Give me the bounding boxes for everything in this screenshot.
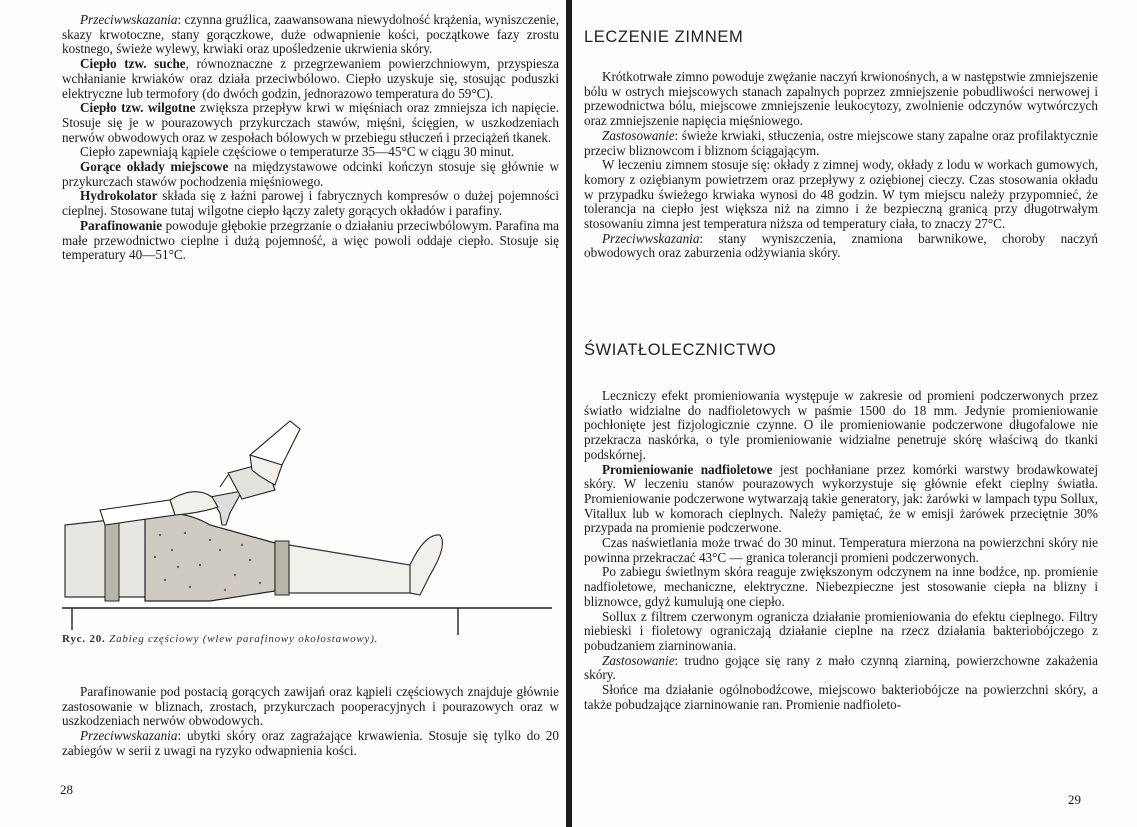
paragraph (62, 13, 559, 57)
paragraph (584, 610, 1098, 654)
paragraph (62, 729, 559, 758)
paragraph-label: Zastosowanie (602, 127, 675, 143)
paragraph-text: na międzystawowe odcinki kończyn stosuje się głównie w przykurczach stawów pochodzenia mięśniowego. (62, 159, 559, 189)
paragraph-label: Ciepło tzw. wilgotne (80, 100, 196, 116)
paragraph-text: : trudno gojące się rany z mało czynną ziarniną, powierzchowne zakażenia skóry. (584, 652, 1098, 683)
paragraph-label: Zastosowanie (602, 652, 675, 668)
paragraph-label: Przeciwwskazania (80, 12, 178, 27)
page-number-left: 28 (60, 782, 73, 797)
heading-leczenie-zimnem: LECZENIE ZIMNEM (584, 28, 744, 46)
paragraph (62, 145, 559, 160)
paragraph (62, 160, 559, 189)
paragraph-label: Przeciwwskazania (602, 230, 700, 246)
paragraph-text: Leczniczy efekt promieniowania występuje w zakresie od promieni podczerwonych przez światło widzialne do nadfioletowych w paśmie 1500 do 18 mm. Jedynie promieniowanie pochłonięte jest fizjologicznie czynne. O ile promieniowanie podczerwone długofalowe nie przekracza naskórka, o tyle promieniowanie widzialne penetruje skórę właściwą do tkanki podskórnej. (584, 388, 1098, 462)
paragraph-text: Parafinowanie pod postacią gorących zawijań oraz kąpieli częściowych znajduje głównie zastosowanie w bliznach, zrostach, przykurczach pooperacyjnych i pourazowych oraz w uszkodzeniach nerwów obwodowych. (62, 684, 559, 729)
paragraph (584, 463, 1098, 537)
paragraph-text: W leczeniu zimnem stosuje się: okłady z zimnej wody, okłady z lodu w workach gumowych, komory z oziębianym powietrzem oraz przepływy z oziębionej cieczy. Czas stosowania okładu w przypadku świeżego krwiaka wynosi do 48 godzin. W tym miejscu należy przypomnieć, że tolerancja na ciepło jest większa niż na zimno i że bezpieczną granicą przy długotrwałym stosowaniu zimna jest temperatura niższa od temperatury ciała, to znaczy 27°C. (584, 157, 1098, 232)
paragraph (62, 219, 559, 263)
paragraph-label: Parafinowanie (80, 217, 163, 233)
right-section-cold (584, 70, 1098, 261)
paragraph-text: Ciepło zapewniają kąpiele częściowe o temperaturze 35—45°C w ciągu 30 minut. (80, 144, 515, 160)
paragraph-text: Słońce ma działanie ogólnobodźcowe, miejscowo bakteriobójcze na powierzchni skóry, a także pobudzające ziarninowanie ran. Promienie nadfioleto- (584, 682, 1098, 712)
foot (410, 535, 442, 595)
paragraph (584, 232, 1098, 261)
paragraph (62, 101, 559, 145)
knee-paraffin-illustration (60, 415, 560, 635)
paragraph (584, 654, 1098, 683)
caption-number: Ryc. 20. (62, 633, 106, 645)
paragraph-label: Przeciwwskazania (80, 728, 178, 744)
paragraph-label: Ciepło tzw. suche (80, 56, 186, 72)
paragraph-text: , równoznaczne z przegrzewaniem powierzchniowym, przyspiesza wchłanianie krwiaków oraz działa przeciwbólowo. Ciepło uzyskuje się, stosując poduszki elektryczne lub termofory (do dwóch godzin, jednorazowo temperatura do 59°C). (62, 56, 559, 101)
paragraph (584, 565, 1098, 609)
paragraph-text: Po zabiegu świetlnym skóra reaguje zwiększonym odczynem na inne bodźce, np. promienie nadfioletowe, mechaniczne, elektryczne. Niebezpieczne jest stosowanie ciepła na blizny i bliznowce, gdyż kumulują one ciepło. (584, 564, 1098, 609)
paraffin-wrap (145, 513, 275, 601)
figure-caption (62, 633, 378, 645)
left-text-bottom (62, 685, 559, 759)
paragraph (584, 158, 1098, 232)
right-section-light (584, 389, 1098, 712)
page-number-right: 29 (1068, 792, 1081, 807)
pot-spout (220, 475, 228, 487)
paragraph (584, 683, 1098, 712)
strap-left (105, 523, 119, 601)
paragraph-text: zwiększa przepływ krwi w mięśniach oraz zmniejsza ich napięcie. Stosuje się je w pourazowych przykurczach stawów, mięśni, ścięgien, w uszkodzeniach nerwów obwodowych oraz w zespołach bólowych w przebiegu stłuczeń i przeciążeń tkanek. (62, 100, 559, 145)
paragraph-text: : czynna gruźlica, zaawansowana niewydolność krążenia, wyniszczenie, skazy krwotoczne, stany gorączkowe, duże odwapnienie kości, początkowe fazy zrostu kostnego, świeże wylewy, krwiaki oraz upośledzenie ukrwienia skóry. (62, 12, 559, 57)
paragraph (62, 189, 559, 218)
heading-swiatlolecznictwo: ŚWIATŁOLECZNICTWO (584, 341, 777, 359)
strap-right (275, 541, 289, 595)
paragraph-text: : stany wyniszczenia, znamiona barwnikowe, choroby naczyń obwodowych oraz zaburzenia odżywiania skóry. (584, 230, 1098, 261)
hand-left (170, 492, 218, 515)
leg-shin (289, 545, 412, 593)
paragraph-label: Gorące okłady miejscowe (80, 159, 229, 175)
paragraph-text: : ubytki skóry oraz zagrażające krwawienia. Stosuje się tylko do 20 zabiegów w serii z uwagi na ryzyko odwapnienia kości. (62, 728, 559, 758)
paragraph (584, 389, 1098, 463)
paragraph-text: powoduje głębokie przegrzanie o działaniu przeciwbólowym. Parafina ma małe przewodnictwo cieplne i dużą pojemność, a więc powoli oddaje ciepło. Stosuje się temperatury 40—51°C. (62, 217, 559, 263)
paragraph-text: Czas naświetlania może trwać do 30 minut. Temperatura mierzona na powierzchni skóry nie powinna przekraczać 43°C — granica tolerancji promieni podczerwonych. (584, 535, 1098, 565)
paragraph-text: Sollux z filtrem czerwonym ogranicza działanie promieniowania do efektu cieplnego. Filtry niebieski i fioletowy ograniczają działanie cieplne na rzecz działania bakteriobójczego z pobudzaniem ziarninowania. (584, 608, 1098, 653)
paragraph (584, 70, 1098, 129)
paragraph (62, 57, 559, 101)
paragraph (584, 129, 1098, 158)
paragraph-text: składa się z łaźni parowej i fabrycznych kompresów o dużej pojemności cieplnej. Stosowane tutaj wilgotne ciepło łączy zalety gorących okładów i parafiny. (62, 188, 559, 219)
paragraph (62, 685, 559, 729)
paragraph-label: Hydrokolator (80, 188, 158, 204)
right-page (572, 0, 1137, 827)
left-page (0, 0, 566, 827)
paragraph (584, 536, 1098, 565)
paragraph-text: jest pochłaniane przez komórki warstwy brodawkowatej skóry. W leczeniu stanów pourazowych wykorzystuje się głównie efekt cieplny światła. Promieniowanie podczerwone wytwarzają takie generatory, jak: żarówki w lampach typu Sollux, Vitallux lub w komorach cieplnych. Należy pamiętać, że w emisji żarówek przeciętnie 30% przypada na promienie podczerwone. (584, 461, 1098, 536)
paragraph-text: : świeże krwiaki, stłuczenia, ostre miejscowe stany zapalne oraz profilaktycznie przeciw bliznowcom i bliznom ściągającym. (584, 127, 1098, 158)
left-text-top (62, 13, 559, 263)
paragraph-label: Promieniowanie nadfioletowe (602, 461, 773, 477)
caption-text: Zabieg częściowy (wlew parafinowy okołostawowy). (109, 633, 379, 645)
paragraph-text: Krótkotrwałe zimno powoduje zwężanie naczyń krwionośnych, a w następstwie zmniejszenie bólu w ostrych miejscowych stanach zapalnych poprzez zmniejszenie pobudliwości nerwowej i przewodnictwa bólu, miejscowe zmniejszenie leukocytozy, zwolnienie odczynów wytwórczych oraz zmniejszenie napięcia mięśniowego. (584, 69, 1098, 129)
